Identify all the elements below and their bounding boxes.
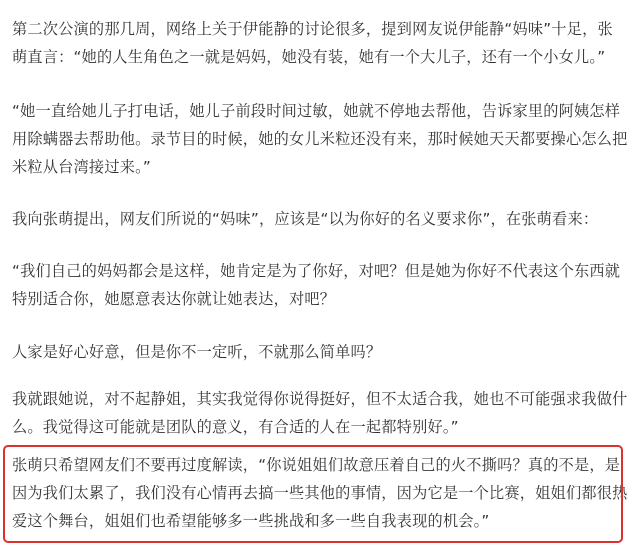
article-paragraph-4: “我们自己的妈妈都会是这样，她肯定是为了你好，对吧？但是她为你好不代表这个东西就特别适合你，她愿意表达你就让她表达，对吧？	[12, 262, 621, 308]
article-paragraph-3: 我向张萌提出，网友们所说的“妈味”，应该是“以为你好的名义要求你”，在张萌看来：	[12, 210, 599, 228]
highlighted-paragraph: 张萌只希望网友们不要再过度解读，“你说姐姐们故意压着自己的火不撕吗？真的不是，是因为我们太累了，我们没有心情再去搞一些其他的事情，因为它是一个比赛，姐姐们都很热爱这个舞台，姐姐们也希望能够多一些挑战和多一些自我表现的机会。”	[12, 456, 628, 530]
article-paragraph-2: “她一直给她儿子打电话，她儿子前段时间过敏，她就不停地去帮他，告诉家里的阿姨怎样用除螨器去帮助他。录节目的时候，她的女儿米粒还没有来，那时候她天天都要操心怎么把米粒从台湾接过来。”	[12, 102, 628, 176]
article-paragraph-6: 我就跟她说，对不起静姐，其实我觉得你说得挺好，但不太适合我，她也不可能强求我做什么。我觉得这可能就是团队的意义，有合适的人在一起都特别好。”	[12, 390, 628, 436]
article-paragraph-1: 第二次公演的那几周，网络上关于伊能静的讨论很多，提到网友说伊能静“妈味”十足，张萌直言：“她的人生角色之一就是妈妈，她没有装，她有一个大儿子，还有一个小女儿。”	[12, 20, 613, 66]
article-paragraph-5: 人家是好心好意，但是你不一定听，不就那么简单吗？	[12, 343, 382, 361]
highlight-box	[3, 445, 623, 543]
